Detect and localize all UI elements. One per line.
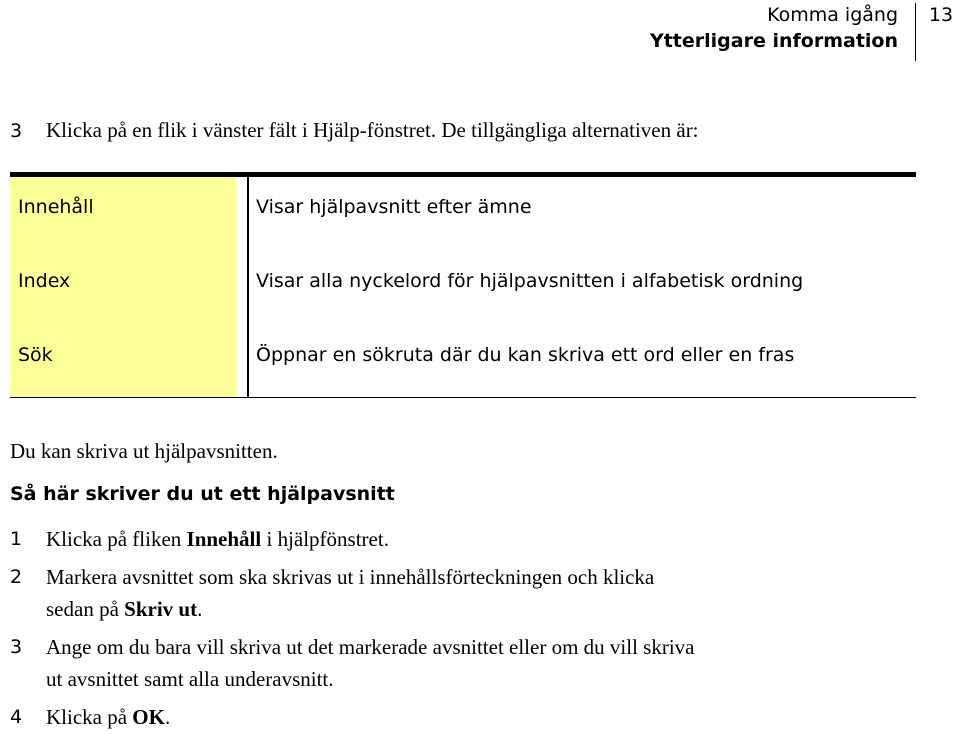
step-text-part: Klicka på fliken xyxy=(46,527,187,551)
step-number: 2 xyxy=(10,566,23,588)
table-term: Innehåll xyxy=(18,196,94,218)
step-text-part: sedan på xyxy=(46,597,125,621)
procedure-step xyxy=(10,702,930,732)
step-text-line: Markera avsnittet som ska skrivas ut i innehållsförteckningen och klicka xyxy=(46,565,655,589)
chapter-title: Komma igång xyxy=(767,4,898,26)
running-header xyxy=(650,2,898,54)
table-description: Öppnar en sökruta där du kan skriva ett ord eller en fras xyxy=(256,344,795,366)
step-number: 1 xyxy=(10,528,23,550)
step-text-part: . xyxy=(164,705,171,729)
column-divider xyxy=(247,177,249,398)
table-description: Visar hjälpavsnitt efter ämne xyxy=(256,196,532,218)
step-number: 3 xyxy=(10,636,23,658)
ui-term: Innehåll xyxy=(186,527,262,551)
body-paragraph: Du kan skriva ut hjälpavsnitten. xyxy=(10,439,278,463)
step-text-part: Klicka på xyxy=(46,705,133,729)
procedure-step xyxy=(10,524,930,556)
step-number: 4 xyxy=(10,706,23,728)
table-term: Sök xyxy=(18,344,53,366)
step-text-line: ut avsnittet samt alla underavsnitt. xyxy=(46,667,334,691)
step-text xyxy=(46,702,926,734)
intro-step xyxy=(10,115,950,146)
procedure-step xyxy=(10,562,930,626)
table-description: Visar alla nyckelord för hjälpavsnitten i alfabetisk ordning xyxy=(256,270,804,292)
step-text xyxy=(46,632,926,696)
step-text xyxy=(46,562,926,626)
section-title: Ytterligare information xyxy=(649,30,898,52)
step-text-part: . xyxy=(197,597,203,621)
page-number: 13 xyxy=(928,4,954,26)
table-term: Index xyxy=(18,270,71,292)
step-text-line: Ange om du bara vill skriva ut det markerade avsnittet eller om du vill skriva xyxy=(46,635,695,659)
procedure-step xyxy=(10,632,930,696)
step-text-part: i hjälpfönstret. xyxy=(261,527,389,551)
procedure-heading: Så här skriver du ut ett hjälpavsnitt xyxy=(10,483,395,505)
step-number: 3 xyxy=(10,120,23,142)
step-text xyxy=(46,524,926,556)
table-bottom-rule xyxy=(10,397,916,398)
page-header xyxy=(0,0,960,62)
options-table xyxy=(10,172,916,398)
header-divider xyxy=(915,3,916,61)
step-text: Klicka på en flik i vänster fält i Hjälp-fönstret. De tillgängliga alternativen är: xyxy=(46,118,699,142)
ui-term: Skriv ut xyxy=(124,597,198,621)
ui-term: OK xyxy=(132,705,165,729)
